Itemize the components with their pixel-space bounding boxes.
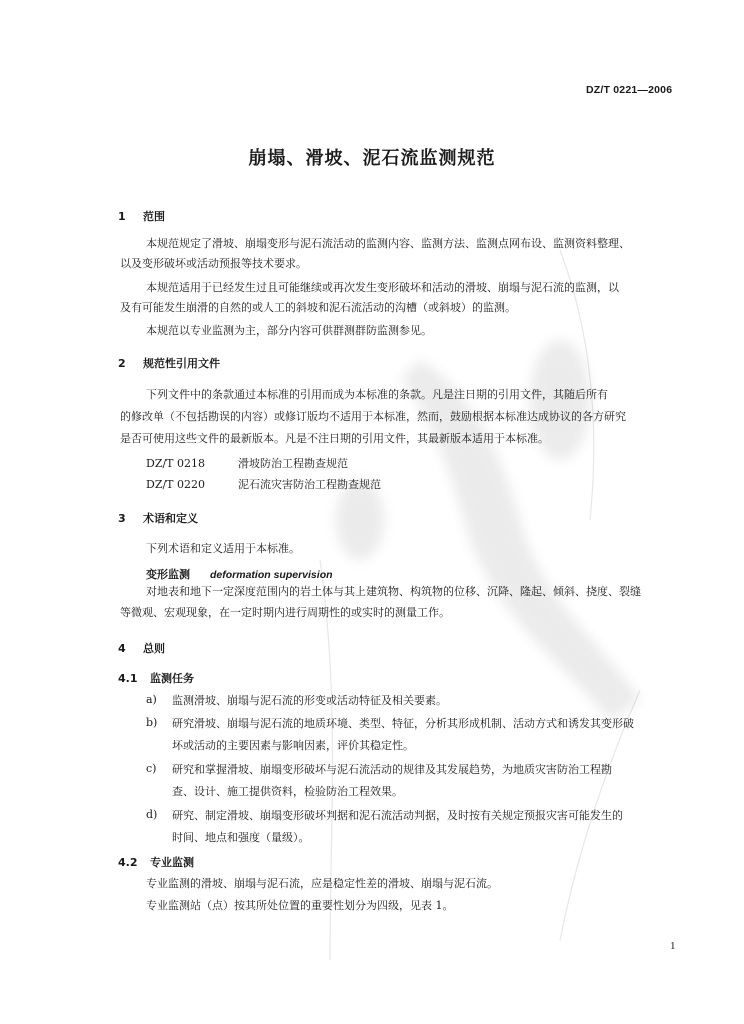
reference-code: DZ/T 0220	[146, 478, 205, 491]
section-2-p1-line3: 是否可使用这些文件的最新版本。凡是不注日期的引用文件，其最新版本适用于本标准。	[120, 432, 549, 445]
reference-title: 泥石流灾害防治工程勘查规范	[238, 478, 381, 491]
reference-item	[146, 455, 348, 471]
section-2-title: 规范性引用文件	[143, 357, 220, 370]
section-1-title: 范围	[143, 210, 165, 223]
list-item-text-cont: 时间、地点和强度（量级）。	[172, 831, 310, 844]
section-1-p2-line1: 本规范适用于已经发生过且可能继续或再次发生变形破坏和活动的滑坡、崩塌与泥石流的监测，以	[146, 281, 619, 294]
term-definition-line2: 等微观、宏观现象，在一定时期内进行周期性的或实时的测量工作。	[120, 606, 450, 619]
standard-code: DZ/T 0221—2006	[586, 84, 673, 96]
list-item-marker: b)	[146, 716, 158, 729]
section-1-p1-line2: 以及变形破坏或活动预报等技术要求。	[120, 257, 307, 270]
section-3-heading	[118, 510, 198, 526]
section-2-heading	[118, 355, 220, 371]
term-definition-line1: 对地表和地下一定深度范围内的岩土体与其上建筑物、构筑物的位移、沉降、隆起、倾斜、挠度、裂缝	[146, 585, 641, 598]
subsection-4-2-title: 专业监测	[150, 856, 194, 869]
list-item-text: 监测滑坡、崩塌与泥石流的形变或活动特征及相关要素。	[172, 694, 447, 707]
section-3-intro: 下列术语和定义适用于本标准。	[146, 542, 300, 555]
subsection-4-2-p2: 专业监测站（点）按其所处位置的重要性划分为四级，见表 1。	[146, 899, 454, 912]
list-item-text: 研究滑坡、崩塌与泥石流的地质环境、类型、特征，分析其形成机制、活动方式和诱发其变形破	[172, 717, 634, 730]
term-chinese: 变形监测	[146, 568, 190, 581]
list-item-marker: c)	[146, 762, 157, 775]
page-number: 1	[670, 940, 676, 952]
list-item-marker: d)	[146, 808, 158, 821]
section-3-number: 3	[118, 512, 126, 525]
list-item-text-cont: 坏或活动的主要因素与影响因素，评价其稳定性。	[172, 739, 414, 752]
reference-title: 滑坡防治工程勘查规范	[238, 457, 348, 470]
section-4-title: 总则	[143, 642, 165, 655]
list-item-text: 研究、制定滑坡、崩塌变形破坏判据和泥石流活动判据，及时按有关规定预报灾害可能发生的	[172, 809, 623, 822]
section-4-heading	[118, 640, 165, 656]
section-1-p3: 本规范以专业监测为主，部分内容可供群测群防监测参见。	[146, 324, 432, 337]
section-2-p1-line2: 的修改单（不包括勘误的内容）或修订版均不适用于本标准，然而，鼓励根据本标准达成协议的各方研究	[120, 410, 626, 423]
section-2-p1-line1: 下列文件中的条款通过本标准的引用而成为本标准的条款。凡是注日期的引用文件，其随后所有	[146, 388, 608, 401]
subsection-4-2-number: 4.2	[118, 856, 138, 869]
list-item-text: 研究和掌握滑坡、崩塌变形破坏与泥石流活动的规律及其发展趋势，为地质灾害防治工程勘	[172, 763, 612, 776]
section-1-p1-line1: 本规范规定了滑坡、崩塌变形与泥石流活动的监测内容、监测方法、监测点网布设、监测资料整理、	[146, 237, 630, 250]
section-1-p2-line2: 及有可能发生崩滑的自然的或人工的斜坡和泥石流活动的沟槽（或斜坡）的监测。	[120, 301, 516, 314]
subsection-4-1-title: 监测任务	[150, 672, 194, 685]
reference-item	[146, 476, 381, 492]
term-entry	[146, 563, 333, 582]
term-english: deformation supervision	[210, 569, 333, 581]
subsection-4-1-heading	[118, 670, 194, 686]
subsection-4-1-number: 4.1	[118, 672, 138, 685]
section-1-heading	[118, 208, 165, 224]
reference-code: DZ/T 0218	[146, 457, 205, 470]
subsection-4-2-p1: 专业监测的滑坡、崩塌与泥石流，应是稳定性差的滑坡、崩塌与泥石流。	[146, 877, 498, 890]
page-title: 崩塌、滑坡、泥石流监测规范	[248, 148, 496, 169]
list-item-text-cont: 查、设计、施工提供资料，检验防治工程效果。	[172, 785, 403, 798]
section-4-number: 4	[118, 642, 126, 655]
subsection-4-2-heading	[118, 854, 194, 870]
list-item-marker: a)	[146, 693, 157, 706]
section-3-title: 术语和定义	[143, 512, 198, 525]
section-1-number: 1	[118, 210, 126, 223]
section-2-number: 2	[118, 357, 126, 370]
